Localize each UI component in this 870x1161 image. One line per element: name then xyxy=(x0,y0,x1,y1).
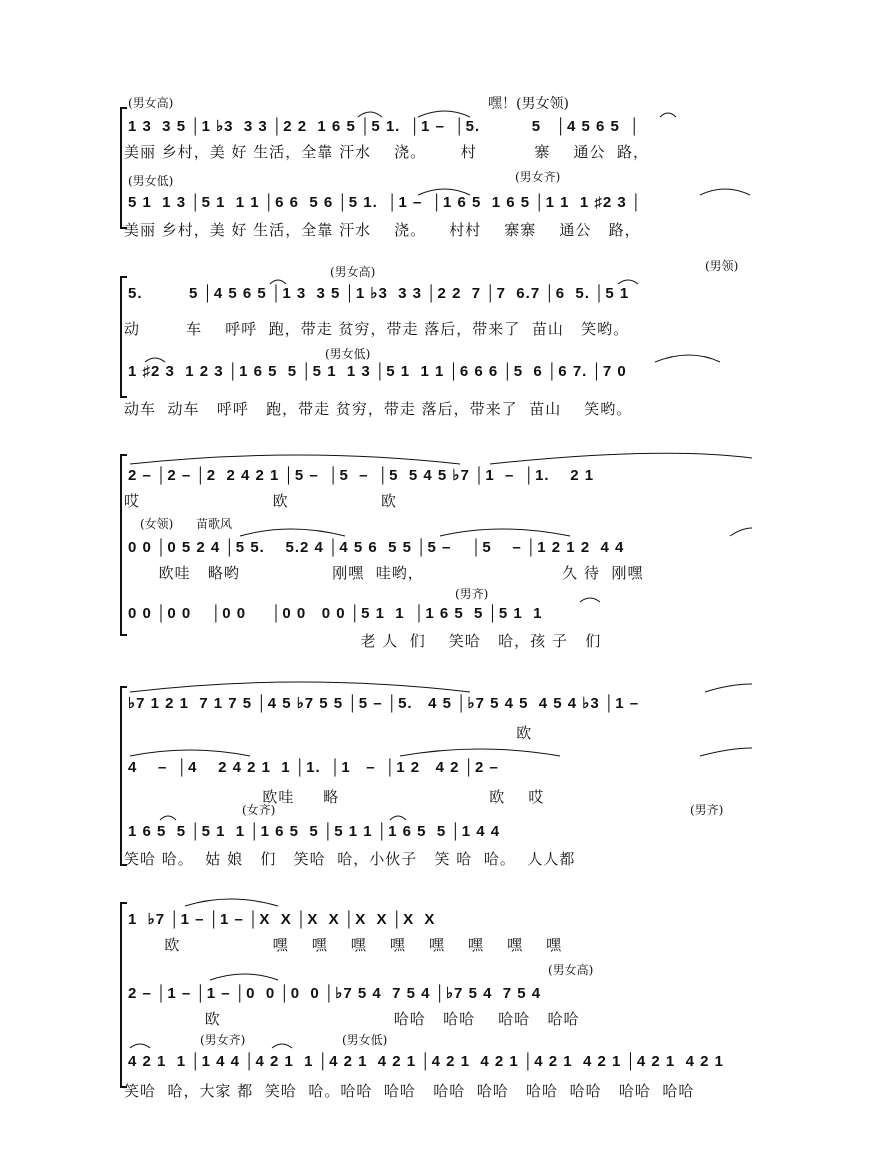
part-annotation: (女领) xyxy=(140,517,174,531)
part-annotation: (男女高) xyxy=(330,265,376,279)
slur-arcs xyxy=(0,672,870,877)
score-system-5 xyxy=(0,888,870,1108)
score-system-4 xyxy=(0,672,870,877)
part-annotation: (男女低) xyxy=(325,347,371,361)
part-annotation-extra: (男女低) xyxy=(342,1033,388,1047)
part-annotation-extra: (男领) xyxy=(705,259,739,273)
part-annotation: (男女低) xyxy=(128,174,174,188)
notation-line: 4 2 1 1 │1 4 4 │4 2 1 1 │4 2 1 4 2 1 │4 2 1 4 2 1 │4 2 1 4 2 1 │4 2 1 4 2 1 xyxy=(128,1053,724,1070)
notation-line: 0 0 │0 0 │0 0 │0 0 0 0 │5 1 1 │1 6 5 5 │5 1 1 xyxy=(128,605,543,622)
notation-line: 1 ♭7 │1 – │1 – │X X │X X │X X │X X xyxy=(128,911,436,928)
lyric-line: 欧 嘿 嘿 嘿 嘿 嘿 嘿 嘿 嘿 xyxy=(124,936,563,954)
notation-line: 2 – │2 – │2 2 4 2 1 │5 – │5 – │5 5 4 5 ♭7 │1 – │1. 2 1 xyxy=(128,467,595,484)
lyric-line: 欧哇 略哟 刚嘿 哇哟， 久 待 刚嘿 xyxy=(124,564,644,582)
score-system-2 xyxy=(0,260,870,430)
lyric-line: 欧哇 略 欧 哎 xyxy=(124,788,545,806)
notation-line: 1 6 5 5 │5 1 1 │1 6 5 5 │5 1 1 │1 6 5 5 │1 4 4 xyxy=(128,823,501,840)
notation-line: 4 – │4 2 4 2 1 1 │1. │1 – │1 2 4 2 │2 – xyxy=(128,759,499,776)
part-annotation-extra: (男齐) xyxy=(690,803,724,817)
lyric-line: 欧 哈哈 哈哈 哈哈 哈哈 xyxy=(124,1010,580,1028)
part-annotation: (男女高) xyxy=(128,96,174,110)
score-system-3 xyxy=(0,448,870,663)
notation-line: 1 ♯2 3 1 2 3 │1 6 5 5 │5 1 1 3 │5 1 1 1 │6 6 6 │5 6 │6 7. │7 0 xyxy=(128,363,627,380)
lyric-line: 动车 动车 呼呼 跑，带走 贫穷，带走 落后，带来了 苗山 笑哟。 xyxy=(124,400,633,418)
notation-line: ♭7 1 2 1 7 1 7 5 │4 5 ♭7 5 5 │5 – │5. 4 5 │♭7 5 4 5 4 5 4 ♭3 │1 – xyxy=(128,695,640,712)
slur-arcs xyxy=(0,95,870,245)
lyric-line: 欧 xyxy=(124,724,533,742)
lyric-line: 美丽 乡村，美 好 生活，全靠 汗水 浇。 村村 寨寨 通公 路， xyxy=(124,221,641,239)
notation-line: 2 – │1 – │1 – │0 0 │0 0 │♭7 5 4 7 5 4 │♭7 5 4 7 5 4 xyxy=(128,985,542,1002)
notation-line: 5 1 1 3 │5 1 1 1 │6 6 5 6 │5 1. │1 – │1 6 5 1 6 5 │1 1 1 ♯2 3 │ xyxy=(128,194,643,211)
part-annotation: (男齐) xyxy=(455,587,489,601)
lyric-line: 哎 欧 欧 xyxy=(124,492,397,510)
part-annotation: (女齐) xyxy=(242,803,276,817)
part-annotation: (男女高) xyxy=(548,963,594,977)
notation-line: 5. 5 │4 5 6 5 │1 3 3 5 │1 ♭3 3 3 │2 2 7 │7 6.7 │6 5. │5 1 xyxy=(128,285,630,302)
part-annotation: (男女齐) xyxy=(200,1033,246,1047)
slur-arcs xyxy=(0,448,870,663)
slur-arcs xyxy=(0,260,870,430)
lyric-line: 老 人 们 笑哈 哈，孩 子 们 xyxy=(124,632,602,650)
lyric-line: 动 车 呼呼 跑，带走 贫穷，带走 落后，带来了 苗山 笑哟。 xyxy=(124,320,630,338)
lyric-line: 笑哈 哈。 姑 娘 们 笑哈 哈，小伙子 笑 哈 哈。 人人都 xyxy=(124,850,576,868)
part-annotation-extra: (男女齐) xyxy=(515,170,561,184)
lyric-line: 美丽 乡村，美 好 生活，全靠 汗水 浇。 村 寨 通公 路， xyxy=(124,143,650,161)
score-system-1 xyxy=(0,95,870,245)
part-annotation-extra: 苗歌风 xyxy=(196,517,233,531)
notation-line: 1 3 3 5 │1 ♭3 3 3 │2 2 1 6 5 │5 1. │1 – │5. 5 │4 5 6 5 │ xyxy=(128,118,641,135)
lyric-line: 笑哈 哈，大家 都 笑哈 哈。哈哈 哈哈 哈哈 哈哈 哈哈 哈哈 哈哈 哈哈 xyxy=(124,1082,695,1100)
slur-arcs xyxy=(0,888,870,1108)
notation-line: 0 0 │0 5 2 4 │5 5. 5.2 4 │4 5 6 5 5 │5 – │5 – │1 2 1 2 4 4 xyxy=(128,539,625,556)
part-annotation-extra: 嘿！(男女领) xyxy=(488,96,569,112)
